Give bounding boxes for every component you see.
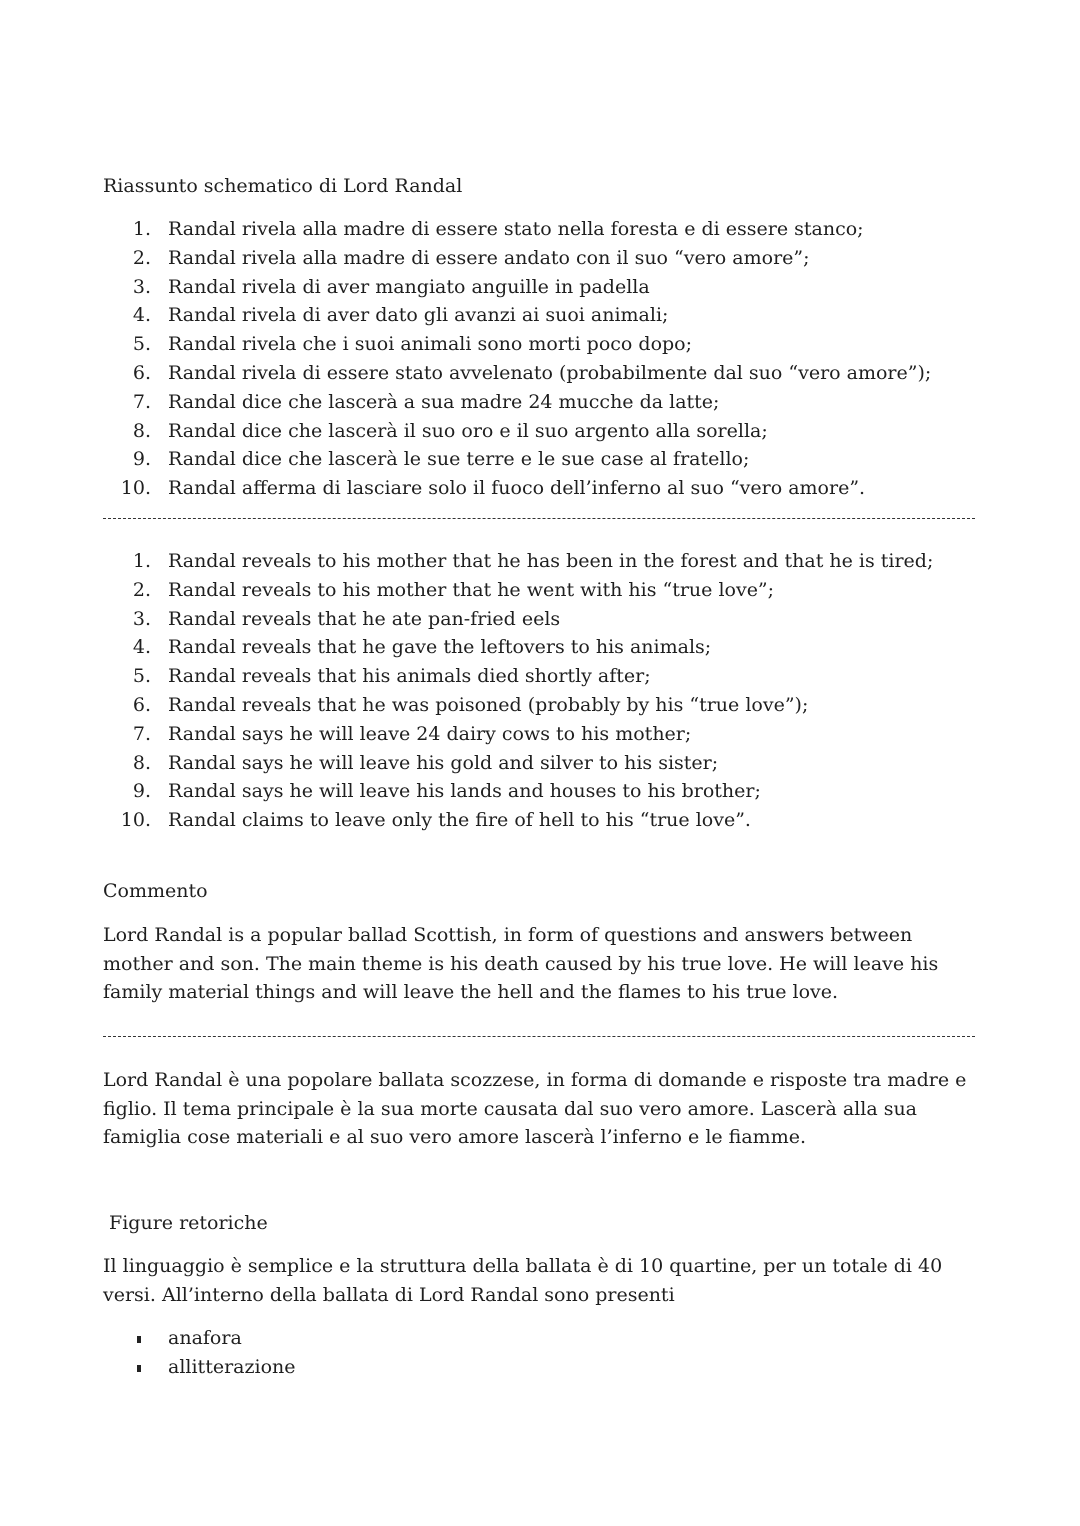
commento-italian-paragraph: Lord Randal è una popolare ballata scozzese, in forma di domande e risposte tra madre e figlio. Il tema principale è la sua morte causata dal suo vero amore. Lascerà alla sua famiglia cose materiali e al suo vero amore lascerà l’inferno e le fiamme. — [103, 1069, 967, 1149]
document-page: Riassunto schematico di Lord Randal 1. Randal rivela alla madre di essere stato nella foresta e di essere stanco; 2. Randal rivela alla madre di essere andato con il suo “vero amore”; 3. Randal rivela di aver mangiato anguille in padella 4. Randal rivela di aver dato gli avanzi ai suoi animali; 5. Randal rivela che i suoi animali sono morti poco dopo; 6. Randal rivela di essere stato avvelenato (probabilmente dal suo “vero amore”); 7. Randal dice che lascerà a sua madre 24 mucche da latte; 8. Randal dice che lascerà il suo oro e il suo argento alla sorella; 9. Randal dice che lascerà le sue terre e le sue case al fratello; 10. Randal afferma di lasciare solo il fuoco dell’inferno al suo “vero amore”. 1. Randal reveals to his mother that he has been in the forest and that he is tired; 2. Randal reveals to his mother that he went with his “true love”; 3. Randal reveals that he ate pan-fried eels 4. Randal reveals that he gave the leftovers to his animals; 5. Randal reveals that his animals died shortly after; 6. Randal reveals that he was poisoned (probably by his “true love”); 7. Randal says he will leave 24 dairy cows to his mother; 8. Randal says he will leave his gold and silver to his sister; 9. Randal says he will leave his lands and houses to his brother; 10. Randal claims to leave only the fire of hell to his “true love”. Commento Lord Randal is a popular ballad Scottish, in form of questions and answers between mother and son. The main theme is his death caused by his true love. He will leave his family material things and will leave the hell and the flames to his true love. Lord Randal è una popolare ballata scozzese, in forma di domande e risposte tra madre e figlio. Il tema principale è la sua morte causata dal suo vero amore. Lascerà alla sua famiglia cose materiali e al suo vero amore lascerà l’inferno e le fiamme. Figure retoriche Il linguaggio è semplice e la struttura della ballata è di 10 quartine, per un totale di 40 versi. All’interno della ballata di Lord Randal sono presenti anafora allitterazione — [0, 0, 1080, 1526]
summary-title: Riassunto schematico di Lord Randal — [103, 175, 463, 197]
commento-english-paragraph: Lord Randal is a popular ballad Scottish, in form of questions and answers between mother and son. The main theme is his death caused by his true love. He will leave his family material things and will leave the hell and the flames to his true love. — [103, 924, 939, 1004]
dashed-divider — [103, 518, 975, 519]
bullet-icon — [137, 1365, 141, 1372]
dashed-divider — [103, 1036, 975, 1037]
figure-heading: Figure retoriche — [103, 1212, 268, 1234]
figure-paragraph: Il linguaggio è semplice e la struttura della ballata è di 10 quartine, per un totale di 40 versi. All’interno della ballata di Lord Randal sono presenti — [103, 1255, 943, 1306]
commento-heading: Commento — [103, 880, 208, 902]
bullet-icon — [137, 1336, 141, 1343]
